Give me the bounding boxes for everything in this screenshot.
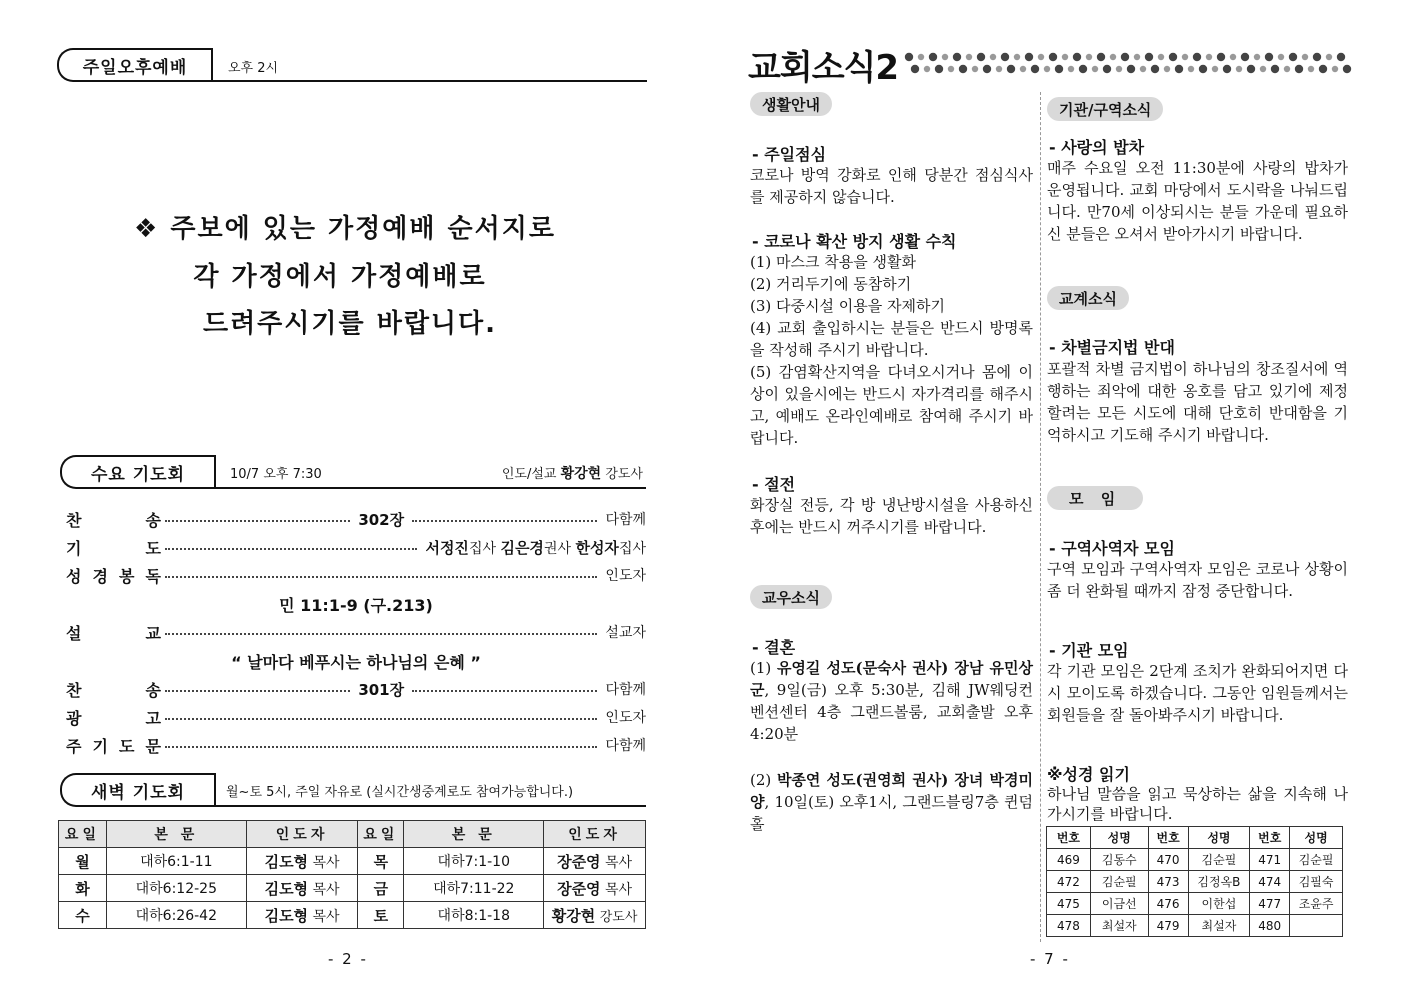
decor-dot (1062, 54, 1068, 60)
table-row: 475 이금선 476 이한섭 477 조윤주 (1047, 893, 1343, 915)
dawn-title: 새벽 기도회 (60, 773, 214, 807)
table-row: 478 최설자 479 최설자 480 (1047, 915, 1343, 937)
page-number-left: - 2 - (328, 950, 368, 968)
decor-dot (966, 54, 972, 60)
notice-line-2: 각 가정에서 가정예배로 (193, 262, 487, 292)
decor-dot (905, 53, 913, 61)
decor-dot (1073, 53, 1081, 61)
notice-text: 주보에 있는 가정예배 순서지로 (170, 214, 557, 244)
decor-dot (1086, 54, 1092, 60)
decor-dot (1092, 66, 1098, 72)
decor-dot (977, 53, 985, 61)
bible-title: ※성경 읽기 (1047, 765, 1130, 784)
decor-dot (1116, 66, 1122, 72)
dawn-schedule-table (58, 820, 646, 929)
scripture-ref: 민 11:1-9 (구.213) (279, 596, 433, 615)
living-item-text: 화장실 전등, 각 방 냉난방시설을 사용하신 후에는 반드시 꺼주시기를 바랍니다. (750, 496, 1033, 536)
presbytery-item-text: 포괄적 차별 금지법이 하나님의 창조질서에 역행하는 죄악에 대한 옹호를 담고 있기에 제정할려는 모든 시도에 대해 단호히 반대함을 기억하시고 기도해 주시기 바랍니다. (1047, 360, 1348, 444)
notice-line-1 (0, 208, 700, 245)
decor-dot (1134, 54, 1140, 60)
presbytery-heading: 교계소식 (1047, 286, 1129, 310)
decor-dot (1284, 66, 1290, 72)
decor-dot (918, 54, 924, 60)
decor-dot (1007, 65, 1015, 73)
decor-dot (924, 66, 930, 72)
decor-dot (1343, 65, 1351, 73)
decor-dot (1121, 53, 1129, 61)
decor-dot (1247, 65, 1255, 73)
divider (211, 48, 213, 82)
decor-dot (1260, 66, 1266, 72)
table-row: 월 대하6:1-11 김도형 목사 목 대하7:1-10 장준영 목사 (59, 848, 646, 875)
living-item-title: - 주일점심 (752, 145, 827, 164)
table-row: 469 김동수 470 김순필 471 김순필 (1047, 849, 1343, 871)
decor-dot (1020, 66, 1026, 72)
decor-dot (1103, 65, 1111, 73)
meeting-item-text: 각 기관 모임은 2단계 조치가 완화되어지면 다시 모이도록 하겠습니다. 그동안 임원들께서는 회원들을 잘 돌아봐주시기 바랍니다. (1047, 662, 1348, 724)
decor-dot (1223, 65, 1231, 73)
order-announcements: 광 고 인도자 (66, 708, 646, 728)
decor-dot (1212, 66, 1218, 72)
decor-dot (1049, 53, 1057, 61)
decor-dot (1169, 53, 1177, 61)
bible-reading-table (1046, 826, 1343, 937)
sermon-title: “ 날마다 베푸시는 하나님의 은혜 ” (231, 653, 481, 672)
divider (214, 487, 646, 489)
decor-dot (1241, 53, 1249, 61)
orgs-item-title: - 사랑의 밥차 (1049, 138, 1145, 157)
order-scripture: 성 경 봉 독 인도자 (66, 566, 646, 586)
table-row: 화 대하6:12-25 김도형 목사 금 대하7:11-22 장준영 목사 (59, 875, 646, 902)
presbytery-item-title: - 차별금지법 반대 (1049, 338, 1175, 357)
divider (214, 773, 216, 807)
column-divider (1040, 92, 1041, 942)
decor-dot (983, 65, 991, 73)
living-item-text: 코로나 방역 강화로 인해 당분간 점심식사를 제공하지 않습니다. (750, 166, 1033, 206)
decor-dot (1068, 66, 1074, 72)
decor-dot (1031, 65, 1039, 73)
orgs-item-text: 매주 수요일 오전 11:30분에 사랑의 밥차가 운영됩니다. 교회 마당에서 도시락을 나눠드립니다. 만70세 이상되시는 분들 가운데 필요하신 분들은 오셔서 받아가시기 바랍니다. (1047, 159, 1348, 243)
decor-dot (1217, 53, 1225, 61)
meeting-item-text: 구역 모임과 구역사역자 모임은 코로나 상황이 좀 더 완화될 때까지 잠정 중단합니다. (1047, 560, 1348, 600)
decor-dot (1308, 66, 1314, 72)
notice-line-3: 드려주시기를 바랍니다. (202, 309, 498, 339)
decor-dot (1271, 65, 1279, 73)
decor-dot (1319, 65, 1327, 73)
orgs-heading: 기관/구역소식 (1047, 97, 1163, 121)
decor-dot (1055, 65, 1063, 73)
decor-dot (1038, 54, 1044, 60)
sunday-pm-time: 오후 2시 (228, 61, 279, 76)
decor-dot (1164, 66, 1170, 72)
divider (214, 455, 216, 489)
decor-dot (1079, 65, 1087, 73)
decor-dot (1127, 65, 1135, 73)
decor-dot (1151, 65, 1159, 73)
divider (211, 80, 647, 82)
decor-dot (1206, 54, 1212, 60)
meeting-item-title: - 기관 모임 (1049, 641, 1129, 660)
decor-dot (1014, 54, 1020, 60)
table-header: 번호 성명 번호 성명 번호 성명 (1047, 827, 1343, 849)
order-prayer: 기 도 서정진집사 김은경권사 한성자집사 (66, 538, 646, 558)
decor-dot (1332, 66, 1338, 72)
wednesday-datetime: 10/7 오후 7:30 (230, 467, 322, 482)
decor-dot (953, 53, 961, 61)
table-header: 요일 본 문 인도자 요일 본 문 인도자 (59, 821, 646, 848)
wednesday-title: 수요 기도회 (60, 455, 214, 489)
decor-dot (1097, 53, 1105, 61)
decor-dot (1199, 65, 1207, 73)
living-item-title: - 절전 (752, 475, 796, 494)
decor-dot (1295, 65, 1303, 73)
decor-dot (948, 66, 954, 72)
page-number-right: - 7 - (1030, 950, 1070, 968)
table-row: 수 대하6:26-42 김도형 목사 토 대하8:1-18 황강현 강도사 (59, 902, 646, 929)
bible-text: 하나님 말씀을 읽고 묵상하는 삶을 지속해 나가시기를 바랍니다. (1047, 785, 1348, 823)
decor-dot (1140, 66, 1146, 72)
wedding-title: - 결혼 (752, 638, 796, 657)
decor-dot (1158, 54, 1164, 60)
living-item-title: - 코로나 확산 방지 생활 수칙 (752, 232, 957, 251)
decor-dot (1001, 53, 1009, 61)
decor-dot (1188, 66, 1194, 72)
page-title: 교회소식2 (748, 48, 899, 88)
dawn-desc: 월~토 5시, 주일 자유로 (실시간생중계로도 참여가능합니다.) (226, 785, 574, 800)
living-item-text: (1) 마스크 착용을 생활화 (2) 거리두기에 동참하기 (3) 다중시설 이용을 자제하기 (4) 교회 출입하시는 분들은 반드시 방명록을 작성해 주시기 바랍니다. (5) 감염확산지역을 다녀오시거나 몸에 이상이 있을시에는 반드시 자가격리를 해주시고, 예배도 온라인예배로 참여해 주시기 바랍니다. (750, 253, 1033, 447)
wedding-item-1: (1) 유영길 성도(문숙사 권사) 장남 유민상군, 9일(금) 오후 5:30분, 김해 JW웨딩컨벤션센터 4층 그랜드볼룸, 교회출발 오후4:20분 (750, 659, 1034, 743)
order-sermon: 설 교 설교자 (66, 623, 646, 643)
meeting-heading: 모 임 (1047, 486, 1143, 510)
decor-dot (1145, 53, 1153, 61)
wednesday-leader: 인도/설교 황강현 강도사 (501, 466, 643, 482)
decor-dot (1337, 53, 1345, 61)
sunday-pm-title: 주일오후예배 (57, 48, 211, 82)
decor-dot (1230, 54, 1236, 60)
order-hymn-2: 찬 송 301장 다함께 (66, 680, 647, 700)
table-row: 472 김순필 473 김정옥B 474 김필숙 (1047, 871, 1343, 893)
decor-dot (959, 65, 967, 73)
decor-dot (1236, 66, 1242, 72)
decor-dot (1326, 54, 1332, 60)
decor-dot (1254, 54, 1260, 60)
decor-dot (942, 54, 948, 60)
decor-dot (1182, 54, 1188, 60)
decor-dot (1175, 65, 1183, 73)
members-heading: 교우소식 (750, 585, 832, 609)
title-dots-decoration (903, 48, 1353, 78)
decor-dot (972, 66, 978, 72)
decor-dot (996, 66, 1002, 72)
decor-dot (1278, 54, 1284, 60)
decor-dot (911, 65, 919, 73)
decor-dot (1025, 53, 1033, 61)
decor-dot (1265, 53, 1273, 61)
decor-dot (929, 53, 937, 61)
decor-dot (1044, 66, 1050, 72)
living-heading: 생활안내 (750, 92, 832, 116)
decor-dot (1313, 53, 1321, 61)
decor-dot (990, 54, 996, 60)
order-lords-prayer: 주 기 도 문 다함께 (66, 736, 646, 756)
decor-dot (1302, 54, 1308, 60)
decor-dot (935, 65, 943, 73)
divider (214, 805, 646, 807)
diamond-bullet-icon: ❖ (133, 214, 160, 244)
decor-dot (1110, 54, 1116, 60)
order-hymn-1: 찬 송 302장 다함께 (66, 510, 647, 530)
decor-dot (1289, 53, 1297, 61)
wedding-item-2: (2) 박종연 성도(권영희 권사) 장녀 박경미양, 10일(토) 오후1시, 그랜드블링7층 퀸덤홀 (750, 771, 1034, 833)
meeting-item-title: - 구역사역자 모임 (1049, 539, 1175, 558)
decor-dot (1193, 53, 1201, 61)
